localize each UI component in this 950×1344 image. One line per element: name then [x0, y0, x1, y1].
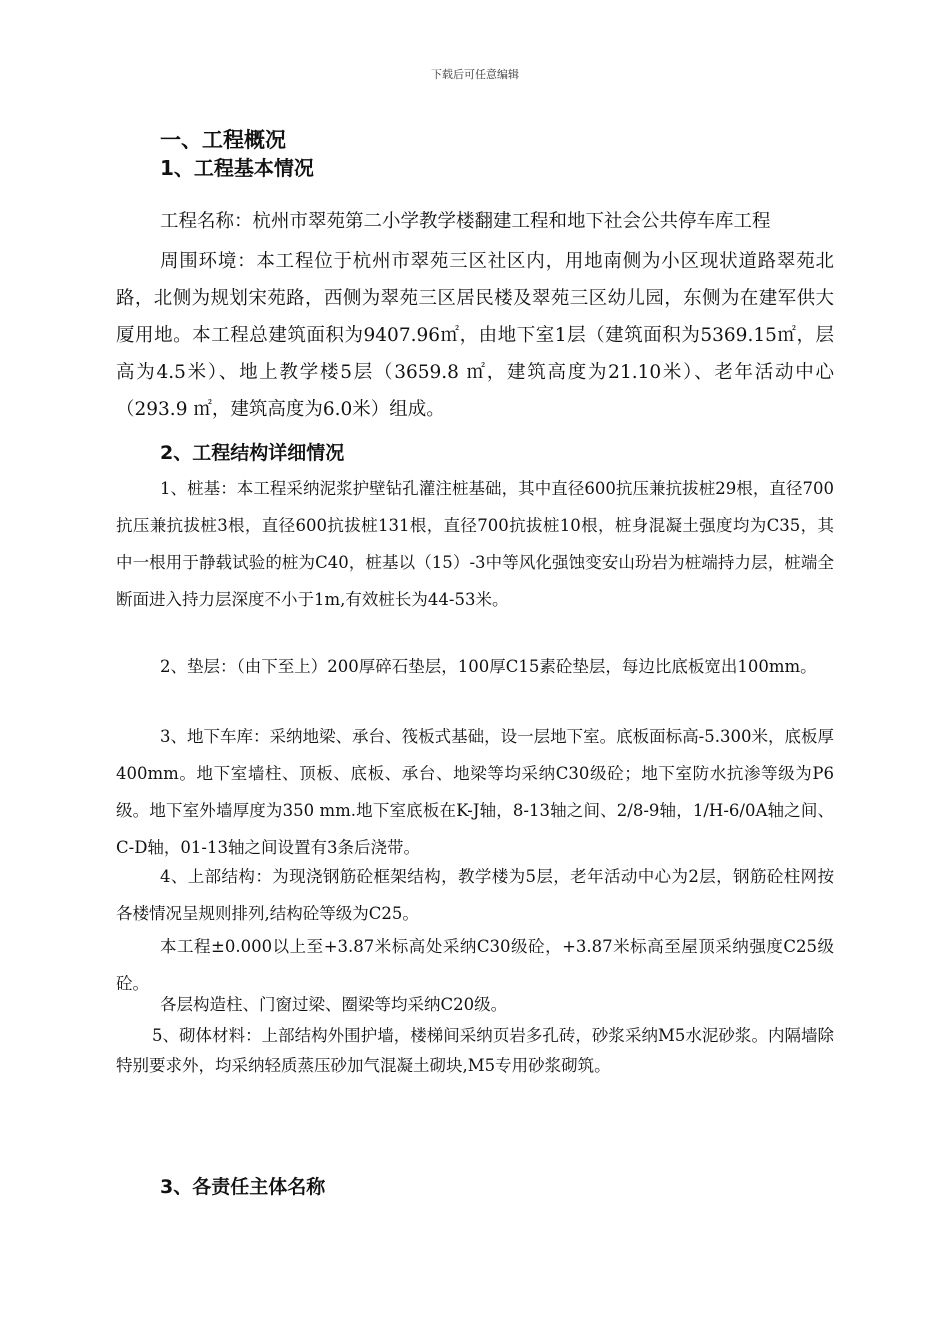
- section-title: 一、工程概况: [160, 128, 286, 152]
- environment-paragraph: [116, 243, 834, 428]
- page-header: 下载后可任意编辑: [431, 68, 519, 81]
- project-name: 工程名称：杭州市翠苑第二小学教学楼翻建工程和地下社会公共停车库工程: [160, 211, 771, 232]
- subsection-title-structure: 2、工程结构详细情况: [160, 442, 345, 464]
- column-text: 各层构造柱、门窗过梁、圈梁等均采纳C20级。: [160, 995, 508, 1014]
- pile-paragraph: [116, 470, 834, 618]
- garage-paragraph: [116, 718, 834, 866]
- masonry-text: 5、砌体材料：上部结构外围护墙，楼梯间采纳页岩多孔砖，砂浆采纳M5水泥砂浆。内隔墙除特别要求外，均采纳轻质蒸压砂加气混凝土砌块,M5专用砂浆砌筑。: [116, 1026, 834, 1075]
- pile-text: 1、桩基：本工程采纳泥浆护壁钻孔灌注桩基础，其中直径600抗压兼抗拔桩29根，直径700抗压兼抗拔桩3根，直径600抗拔桩131根，直径700抗拔桩10根，桩身混凝土强度均为C35，其中一根用于静载试验的桩为C40，桩基以（15）-3中等风化强蚀变安山玢岩为桩端持力层，桩端全断面进入持力层深度不小于1m,有效桩长为44-53米。: [116, 479, 834, 609]
- environment-text: 周围环境：本工程位于杭州市翠苑三区社区内，用地南侧为小区现状道路翠苑北路，北侧为规划宋苑路，西侧为翠苑三区居民楼及翠苑三区幼儿园，东侧为在建军供大厦用地。本工程总建筑面积为9407.96㎡，由地下室1层（建筑面积为5369.15㎡，层高为4.5米）、地上教学楼5层（3659.8 ㎡，建筑高度为21.10米）、老年活动中心（293.9 ㎡，建筑高度为6.0米）组成。: [116, 251, 834, 420]
- garage-text: 3、地下车库：采纳地梁、承台、筏板式基础，设一层地下室。底板面标高-5.300米，底板厚400mm。地下室墙柱、顶板、底板、承台、地梁等均采纳C30级砼；地下室防水抗渗等级为P6级。地下室外墙厚度为350 mm.地下室底板在K-J轴，8-13轴之间、2/8-9轴，1/H-6/0A轴之间、C-D轴，01-13轴之间设置有3条后浇带。: [116, 727, 834, 857]
- subsection-title-parties: 3、各责任主体名称: [160, 1176, 326, 1198]
- masonry-paragraph: [116, 1021, 834, 1081]
- superstructure-paragraph: [116, 858, 834, 932]
- concrete-grade-text: 本工程±0.000以上至+3.87米标高处采纳C30级砼，+3.87米标高至屋顶采纳强度C25级砼。: [116, 937, 834, 993]
- superstructure-text: 4、上部结构：为现浇钢筋砼框架结构，教学楼为5层，老年活动中心为2层，钢筋砼柱网按各楼情况呈规则排列,结构砼等级为C25。: [116, 867, 834, 923]
- subsection-title-basic: 1、工程基本情况: [160, 156, 314, 180]
- cushion-paragraph: [116, 648, 834, 685]
- cushion-text: 2、垫层：（由下至上）200厚碎石垫层，100厚C15素砼垫层，每边比底板宽出100mm。: [160, 657, 817, 676]
- column-paragraph: [116, 990, 834, 1020]
